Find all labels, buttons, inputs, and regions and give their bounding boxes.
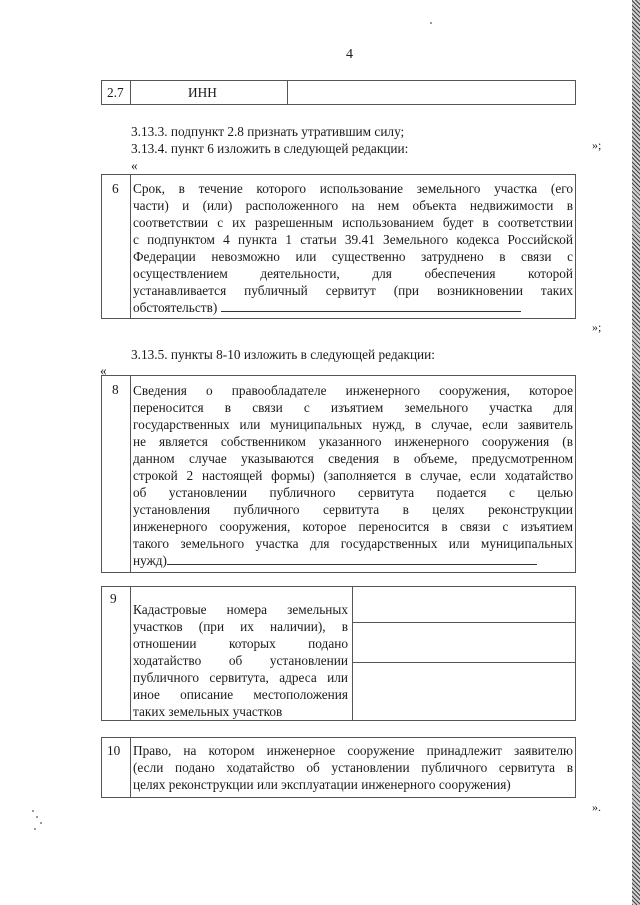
row-number-6: 6 [112, 181, 119, 196]
quote-open-2: « [100, 363, 107, 378]
paragraph-3-13-5: 3.13.5. пункты 8-10 изложить в следующей редакции: [131, 347, 435, 362]
paragraph-3-13-4: 3.13.4. пункт 6 изложить в следующей редакции: [131, 141, 409, 156]
row-number-9: 9 [110, 591, 117, 606]
inn-label: ИНН [188, 85, 217, 100]
page-number: 4 [346, 47, 353, 62]
row-number-10: 10 [107, 743, 121, 758]
table-row-9 [101, 586, 576, 721]
scan-edge [632, 0, 640, 905]
table-row-8 [101, 375, 576, 573]
end-mark-2-7: »; [592, 138, 602, 152]
scan-speck [430, 22, 432, 24]
row-number-2-7: 2.7 [107, 85, 124, 100]
row-number-8: 8 [112, 382, 119, 397]
row-8-text: Сведения о правообладателе инженерного сооружения, которое переносится в связи с изъятием земельного участка для государственных или муниципальных нужд, в случае, если заявитель не является собственником указанного инженерного сооружения (в данном случае указываются сведения в объеме, предусмотренном строкой 2 настоящей формы) (заполняется в случае, если ходатайство об установлении публичного сервитута подается с целью установления публичного сервитута в целях реконструкции инженерного сооружения, которое переносится в связи с изъятием такого земельного участка для государственных или муниципальных нужд) [133, 383, 573, 568]
table-row-6 [101, 174, 576, 319]
end-mark-6: »; [592, 320, 602, 334]
quote-open: « [131, 158, 138, 173]
table-row-10 [101, 737, 576, 798]
row-10-text: Право, на котором инженерное сооружение принадлежит заявителю (если подано ходатайство об установлении публичного сервитута в целях реконструкции или эксплуатации инженерного сооружения) [133, 743, 573, 792]
scan-speck [34, 828, 36, 830]
scan-speck [40, 822, 42, 824]
end-mark-10: ». [592, 800, 601, 814]
row-6-text: Срок, в течение которого использование земельного участка (его части) и (или) расположенного на нем объекта недвижимости в соответствии с их разрешенным использованием будет в соответствии с подпунктом 4 пункта 1 статьи 39.41 Земельного кодекса Российской Федерации невозможно или существенно затруднено в связи с осуществлением деятельности, для обеспечения которой устанавливается публичный сервитут (при возникновении таких обстоятельств) [133, 181, 573, 315]
row-9-text: Кадастровые номера земельных участков (при их наличии), в отношении которых подано ходатайство об установлении публичного сервитута, адреса или иное описание местоположения таких земельных участков [133, 602, 348, 719]
scan-speck [36, 816, 38, 818]
paragraph-3-13-3: 3.13.3. подпункт 2.8 признать утратившим силу; [131, 124, 405, 139]
scan-speck [32, 810, 34, 812]
table-row-2-7 [101, 80, 576, 105]
